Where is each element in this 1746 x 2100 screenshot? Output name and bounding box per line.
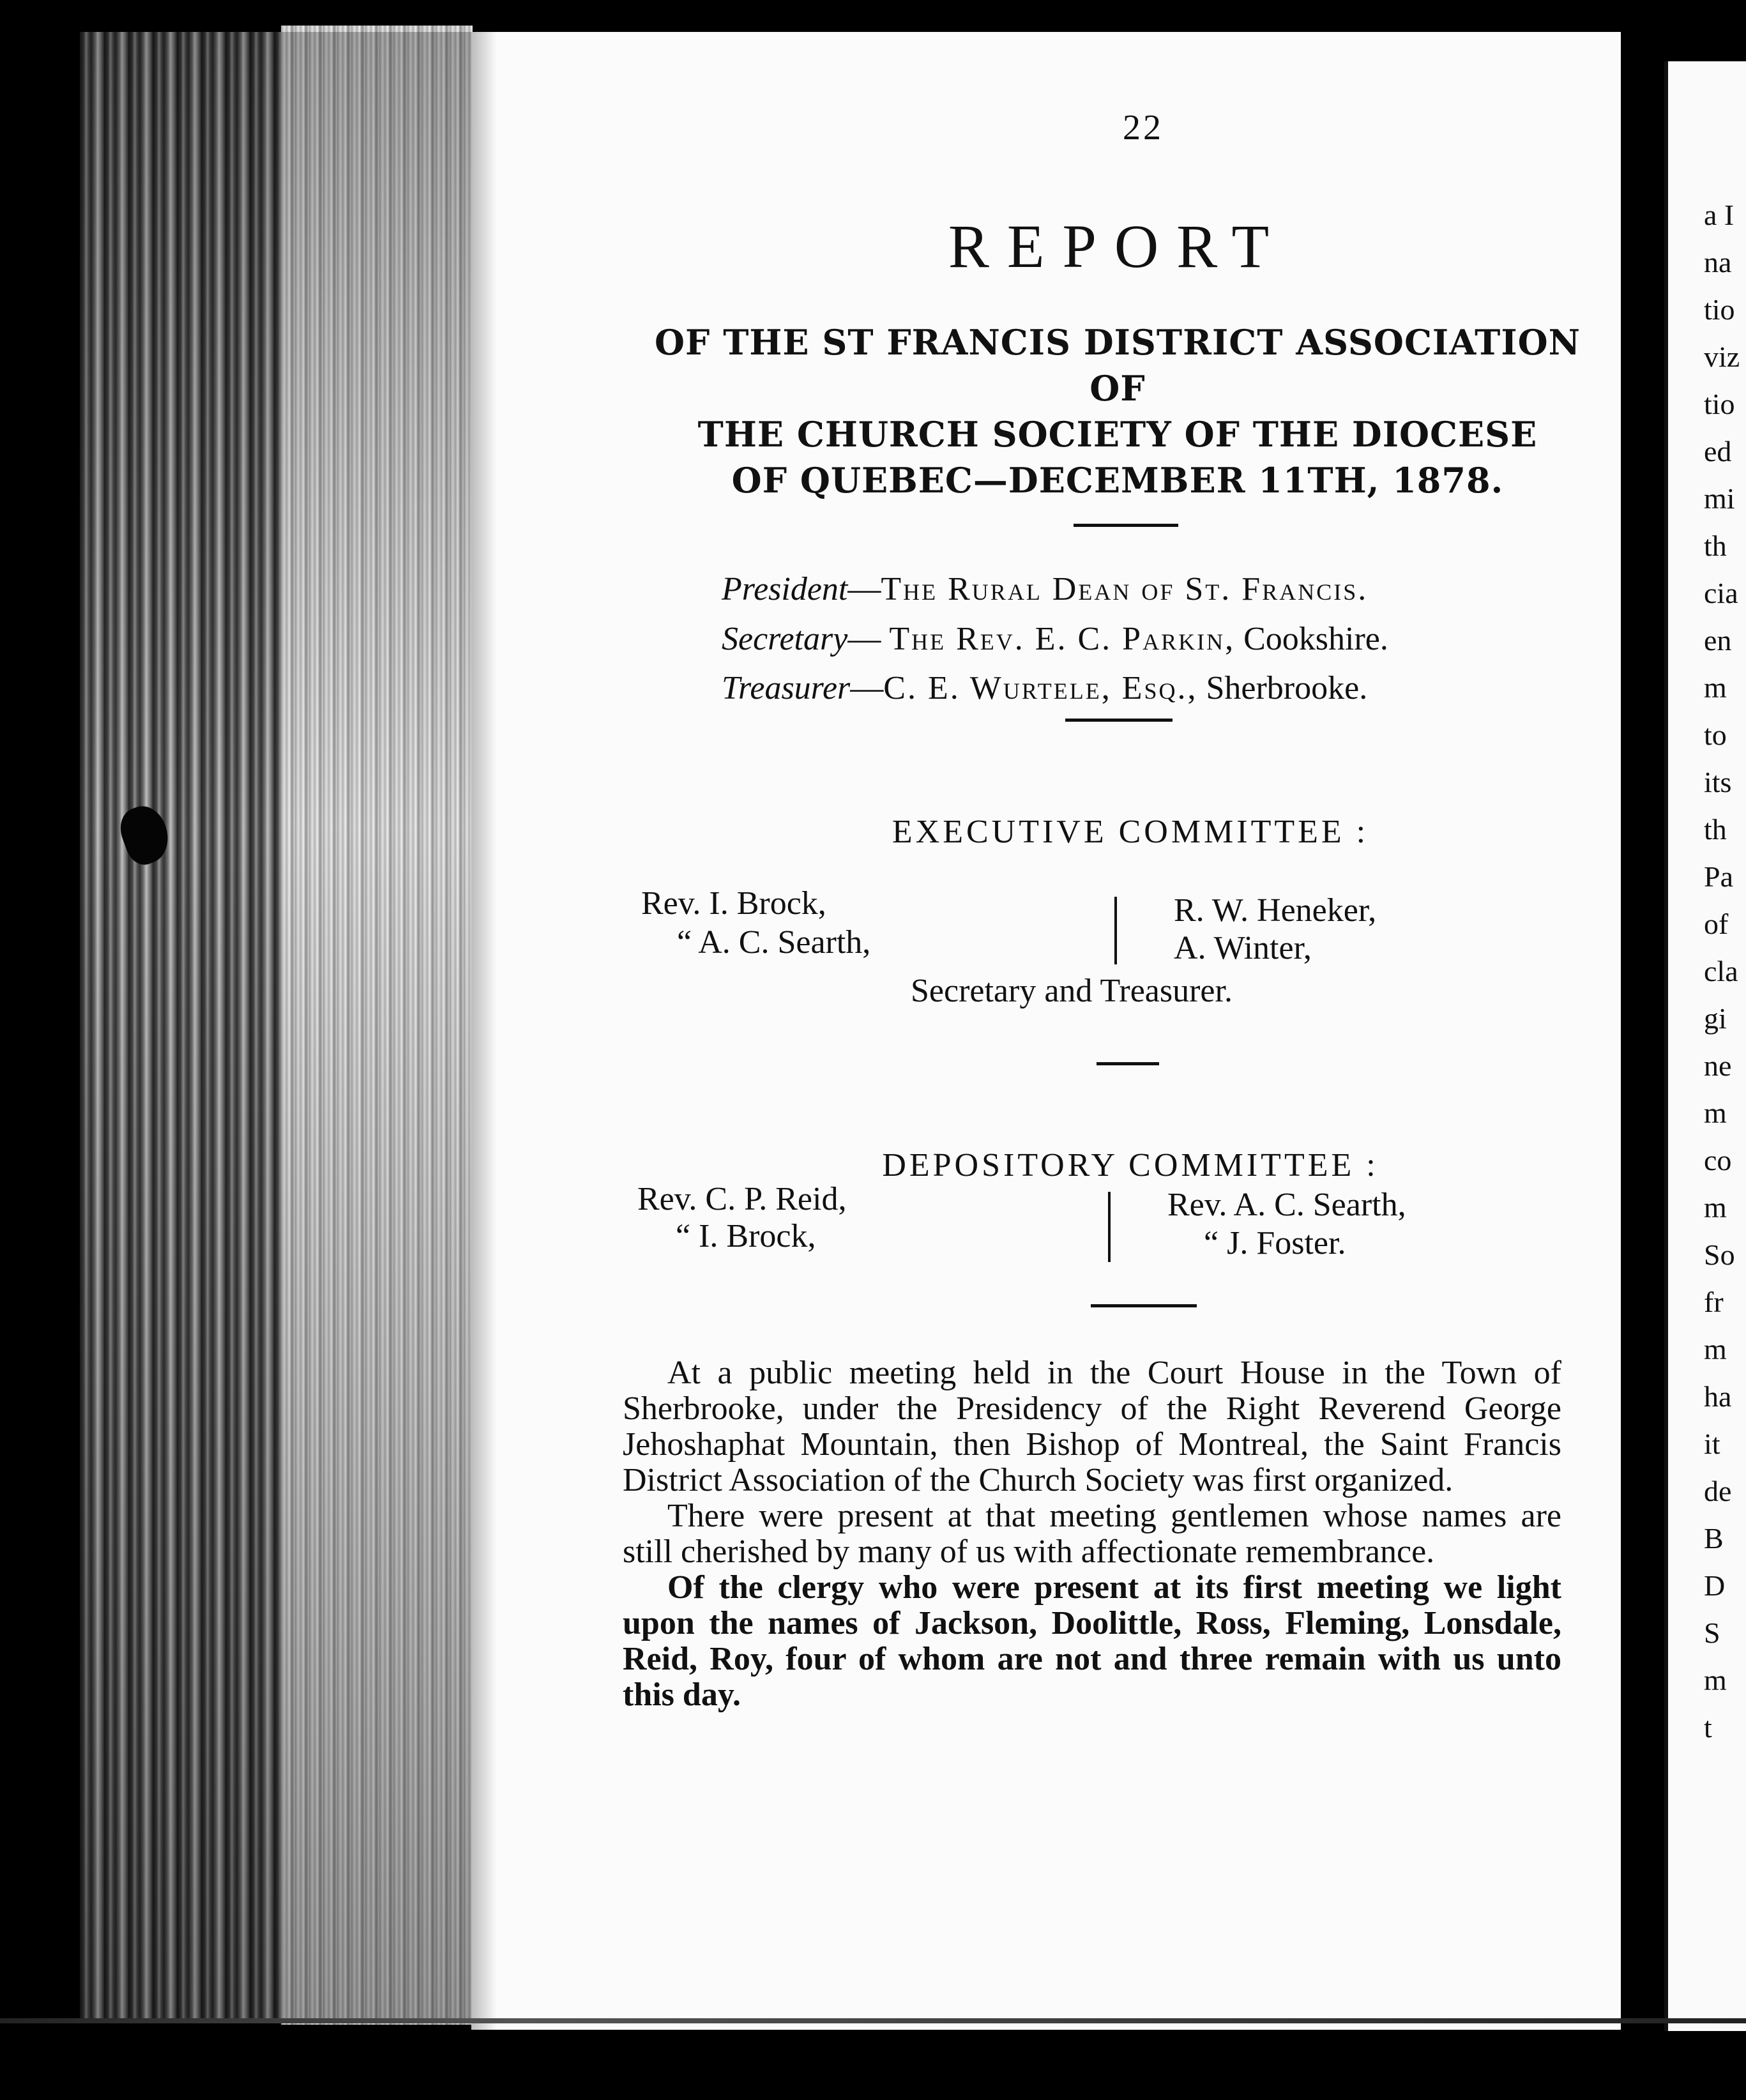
committee-member: R. W. Heneker, — [1174, 892, 1377, 929]
fragment-text: its — [1704, 766, 1732, 798]
officer-treasurer: Treasurer—C. E. Wurtele, Esq., Sherbrooke. — [722, 670, 1368, 706]
fragment-text: ed — [1704, 435, 1732, 468]
binding-edge — [0, 2018, 1746, 2023]
officer-name: The Rev. E. C. Parkin, — [889, 621, 1236, 657]
fragment-text: it — [1704, 1427, 1720, 1460]
divider-rule — [1065, 719, 1173, 722]
subtitle-line: OF THE ST FRANCIS DISTRICT ASSOCIATION OF — [655, 322, 1581, 409]
report-subtitle — [626, 319, 1609, 503]
fragment-text: mi — [1704, 482, 1735, 515]
body-paragraph: At a public meeting held in the Court House in the Town of Sherbrooke, under the Presidency of the Right Reverend George Jehoshaphat Mountain, then Bishop of Montreal, the Saint Francis District Association of the Church Society was first organized. — [623, 1355, 1561, 1498]
fragment-text: th — [1704, 813, 1727, 846]
officer-role: Secretary — [722, 621, 848, 657]
fragment-text: co — [1704, 1144, 1732, 1176]
fragment-text: So — [1704, 1238, 1735, 1271]
fragment-text: Pa — [1704, 860, 1733, 893]
committee-member: Rev. I. Brock, — [641, 885, 826, 922]
body-paragraph: Of the clergy who were present at its first meeting we light upon the names of Jackson, Doolittle, Ross, Fleming, Lonsdale, Reid, Roy, four of whom are not and three remain with us unto this day. — [623, 1569, 1561, 1713]
report-title: REPORT — [948, 212, 1287, 280]
fragment-text: cla — [1704, 955, 1738, 987]
fragment-text: cia — [1704, 577, 1738, 609]
fragment-text: ne — [1704, 1049, 1732, 1082]
scan-border — [0, 2031, 1746, 2100]
committee-member: A. Winter, — [1174, 930, 1312, 966]
fragment-text: viz — [1704, 340, 1740, 373]
officer-role: Treasurer — [722, 670, 851, 706]
fragment-text: fr — [1704, 1286, 1724, 1318]
officer-secretary: Secretary— The Rev. E. C. Parkin, Cookshire. — [722, 621, 1388, 657]
committee-member: Rev. C. P. Reid, — [637, 1181, 847, 1217]
committee-footer: Secretary and Treasurer. — [911, 973, 1233, 1009]
fragment-text: na — [1704, 246, 1732, 278]
page-edges-shading — [80, 32, 473, 2018]
gutter-shadow — [471, 32, 497, 2030]
fragment-text: de — [1704, 1475, 1732, 1507]
subtitle-line: OF QUEBEC—DECEMBER 11TH, 1878. — [731, 460, 1504, 501]
page-number: 22 — [1123, 108, 1164, 148]
officer-role: President — [722, 571, 848, 607]
officer-location: Cookshire. — [1235, 621, 1388, 657]
executive-committee-heading: EXECUTIVE COMMITTEE : — [892, 814, 1369, 850]
officer-location: Sherbrooke. — [1197, 670, 1368, 706]
fragment-text: tio — [1704, 293, 1735, 326]
divider-rule — [1074, 524, 1178, 527]
divider-rule — [1091, 1304, 1197, 1307]
fragment-text: to — [1704, 719, 1727, 751]
fragment-text: th — [1704, 529, 1727, 562]
fragment-text: m — [1704, 1333, 1727, 1366]
fragment-text: S — [1704, 1617, 1720, 1649]
officer-president: President—The Rural Dean of St. Francis. — [722, 571, 1369, 607]
column-separator — [1108, 1192, 1111, 1262]
committee-member: “ A. C. Searth, — [677, 924, 871, 961]
divider-rule — [1097, 1062, 1159, 1065]
officer-name: The Rural Dean of St. Francis. — [881, 571, 1369, 607]
fragment-text: tio — [1704, 388, 1735, 420]
fragment-text: D — [1704, 1569, 1726, 1602]
fragment-text: m — [1704, 671, 1727, 704]
fragment-text: a I — [1704, 199, 1735, 231]
fragment-text: m — [1704, 1191, 1727, 1224]
committee-member: “ J. Foster. — [1204, 1225, 1346, 1261]
officer-name: C. E. Wurtele, Esq., — [883, 670, 1198, 706]
fragment-text: gi — [1704, 1002, 1727, 1035]
fragment-text: B — [1704, 1522, 1724, 1555]
committee-member: Rev. A. C. Searth, — [1167, 1187, 1406, 1223]
fragment-text: of — [1704, 908, 1729, 940]
fragment-text: en — [1704, 624, 1732, 657]
fragment-text: t — [1704, 1711, 1712, 1744]
body-paragraph: There were present at that meeting gentlemen whose names are still cherished by many of us with affectionate remembrance. — [623, 1498, 1561, 1570]
fragment-text: m — [1704, 1097, 1727, 1129]
facing-page-text-fragments — [1704, 192, 1746, 1751]
report-body — [623, 1355, 1561, 1713]
depository-committee-heading: DEPOSITORY COMMITTEE : — [882, 1147, 1379, 1183]
column-separator — [1114, 897, 1117, 964]
fragment-text: m — [1704, 1664, 1727, 1696]
subtitle-line: THE CHURCH SOCIETY OF THE DIOCESE — [697, 414, 1538, 455]
fragment-text: ha — [1704, 1380, 1732, 1413]
committee-member: “ I. Brock, — [676, 1218, 816, 1254]
